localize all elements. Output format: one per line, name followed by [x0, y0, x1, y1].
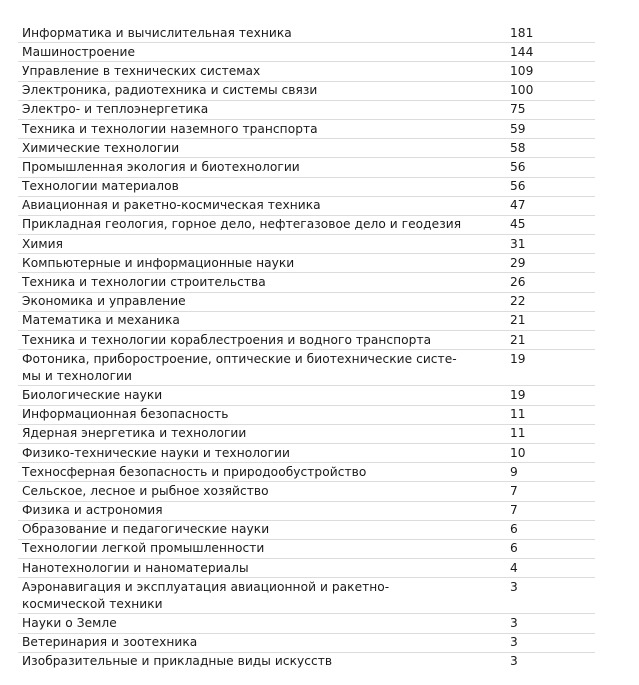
- field-count: 31: [510, 236, 526, 251]
- fields-count-table: [18, 24, 595, 671]
- field-name: Физико-технические науки и технологии: [22, 445, 290, 460]
- field-name: Ветеринария и зоотехника: [22, 635, 198, 650]
- field-name: Образование и педагогические науки: [22, 522, 270, 537]
- table-row: [18, 273, 595, 292]
- field-name: Компьютерные и информационные науки: [22, 255, 295, 270]
- field-name: Аэронавигация и эксплуатация авиационной и ракетно- космической техники: [22, 579, 390, 611]
- field-count: 26: [510, 275, 526, 290]
- field-count: 11: [510, 426, 526, 441]
- field-count: 6: [510, 541, 518, 556]
- field-count: 19: [510, 351, 526, 366]
- field-count: 56: [510, 179, 526, 194]
- field-count: 21: [510, 332, 526, 347]
- field-count: 11: [510, 407, 526, 422]
- field-name: Математика и механика: [22, 313, 180, 328]
- field-name: Ядерная энергетика и технологии: [22, 426, 247, 441]
- table-row: [18, 119, 595, 138]
- field-count: 144: [510, 44, 534, 59]
- field-count: 3: [510, 579, 518, 594]
- field-count: 21: [510, 313, 526, 328]
- field-count: 3: [510, 616, 518, 631]
- table-row: [18, 235, 595, 254]
- table-row: [18, 177, 595, 196]
- table-row: [18, 62, 595, 81]
- table-row: [18, 139, 595, 158]
- field-count: 59: [510, 121, 526, 136]
- field-name: Химия: [22, 236, 63, 251]
- field-count: 22: [510, 294, 526, 309]
- field-count: 181: [510, 25, 534, 40]
- field-name: Биологические науки: [22, 387, 163, 402]
- field-name: Сельское, лесное и рыбное хозяйство: [22, 483, 269, 498]
- field-count: 3: [510, 654, 518, 669]
- table-row: [18, 405, 595, 424]
- field-count: 47: [510, 198, 526, 213]
- table-row: [18, 614, 595, 633]
- field-name: Информатика и вычислительная техника: [22, 25, 292, 40]
- field-name: Прикладная геология, горное дело, нефтегазовое дело и геодезия: [22, 217, 462, 232]
- table-row: [18, 501, 595, 520]
- field-count: 10: [510, 445, 526, 460]
- table-row: [18, 254, 595, 273]
- field-name: Информационная безопасность: [22, 407, 229, 422]
- table-row: [18, 196, 595, 215]
- field-name: Нанотехнологии и наноматериалы: [22, 560, 249, 575]
- field-name: Изобразительные и прикладные виды искусств: [22, 654, 333, 669]
- table-row: [18, 463, 595, 482]
- table-row: [18, 215, 595, 234]
- field-name: Химические технологии: [22, 140, 180, 155]
- field-count: 19: [510, 387, 526, 402]
- field-count: 56: [510, 159, 526, 174]
- table-row: [18, 311, 595, 330]
- field-count: 29: [510, 255, 526, 270]
- table-row: [18, 158, 595, 177]
- table-row: [18, 331, 595, 350]
- field-name: Техника и технологии наземного транспорта: [22, 121, 318, 136]
- field-name: Техника и технологии строительства: [22, 275, 266, 290]
- table-row: [18, 386, 595, 405]
- table-row: [18, 100, 595, 119]
- field-name: Управление в технических системах: [22, 63, 261, 78]
- table-row: [18, 24, 595, 43]
- table-row: [18, 292, 595, 311]
- field-count: 7: [510, 503, 518, 518]
- field-count: 45: [510, 217, 526, 232]
- table-row: [18, 443, 595, 462]
- table-row: [18, 81, 595, 100]
- table-row: [18, 539, 595, 558]
- field-name: Промышленная экология и биотехнологии: [22, 159, 300, 174]
- field-name: Фотоника, приборостроение, оптические и биотехнические систе- мы и технологии: [22, 351, 457, 383]
- table-row: [18, 350, 595, 386]
- field-name: Технологии материалов: [22, 179, 179, 194]
- field-name: Экономика и управление: [22, 294, 186, 309]
- field-name: Электро- и теплоэнергетика: [22, 102, 209, 117]
- field-name: Техника и технологии кораблестроения и водного транспорта: [22, 332, 432, 347]
- table-body: [18, 24, 595, 671]
- field-count: 3: [510, 635, 518, 650]
- field-count: 58: [510, 140, 526, 155]
- field-count: 4: [510, 560, 518, 575]
- field-count: 9: [510, 464, 518, 479]
- field-name: Авиационная и ракетно-космическая техника: [22, 198, 321, 213]
- field-name: Науки о Земле: [22, 616, 117, 631]
- field-name: Электроника, радиотехника и системы связи: [22, 83, 318, 98]
- field-count: 100: [510, 83, 534, 98]
- table-row: [18, 633, 595, 652]
- table-row: [18, 520, 595, 539]
- field-count: 6: [510, 522, 518, 537]
- field-count: 75: [510, 102, 526, 117]
- table-row: [18, 578, 595, 614]
- field-name: Техносферная безопасность и природообустройство: [22, 464, 367, 479]
- table-row: [18, 559, 595, 578]
- table-row: [18, 482, 595, 501]
- field-count: 109: [510, 63, 534, 78]
- field-name: Машиностроение: [22, 44, 136, 59]
- field-count: 7: [510, 483, 518, 498]
- field-name: Технологии легкой промышленности: [22, 541, 265, 556]
- field-name: Физика и астрономия: [22, 503, 163, 518]
- table-row: [18, 424, 595, 443]
- table-row: [18, 652, 595, 671]
- table-row: [18, 43, 595, 62]
